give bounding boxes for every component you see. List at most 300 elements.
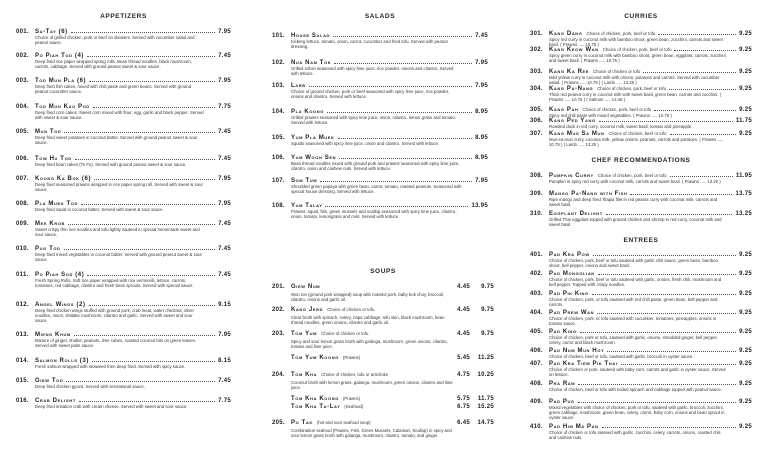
menu-item-header bbox=[272, 420, 494, 428]
item-price: 9.25 bbox=[739, 424, 752, 430]
item-description: Deep fried bean cakes (To Fu). Served with ground peanut sweet & sour sauce. bbox=[35, 162, 187, 167]
section-heading-entrees: ENTREES bbox=[623, 237, 659, 244]
item-description: Choice of grilled chicken, pork or beef on skewers. Served with cucumber salad and peanut sauce. bbox=[35, 35, 195, 46]
dotted-leader bbox=[598, 269, 736, 275]
item-number: 002. bbox=[16, 53, 29, 59]
item-price: 7.45 bbox=[218, 53, 231, 59]
item-price: 7.95 bbox=[218, 176, 231, 182]
item-number: 305. bbox=[530, 107, 543, 113]
menu-item-header bbox=[16, 199, 231, 207]
menu-item-header bbox=[272, 372, 494, 380]
item-name: Pad Mongolian bbox=[549, 271, 595, 277]
menu-item bbox=[530, 379, 752, 392]
item-description: Spicy red chili paste with mixed vegetables. ( Prawns ..... 10.75 ) bbox=[549, 113, 672, 118]
menu-item-header bbox=[272, 176, 488, 184]
item-number: 306. bbox=[530, 118, 543, 124]
dotted-leader bbox=[592, 289, 736, 295]
item-description: Won ton (ground pork wrapped) soup with roasted pork, baby bok choy, broccoli, cilantro, onions and garlic oil. bbox=[291, 292, 445, 303]
item-name: Pad Pik King bbox=[549, 291, 589, 297]
item-price: 9.25 bbox=[739, 361, 752, 367]
item-number: 301. bbox=[530, 31, 543, 37]
dotted-leader bbox=[66, 376, 215, 382]
menu-item-header bbox=[272, 107, 488, 115]
item-name: Pad Him Ma Pan bbox=[549, 424, 599, 430]
item-name: Kang Dang bbox=[549, 31, 583, 37]
item-name: Kang Jerd bbox=[291, 307, 324, 313]
menu-item bbox=[16, 102, 231, 120]
menu-item-header bbox=[272, 331, 494, 339]
item-number: 016. bbox=[16, 398, 29, 404]
item-price-large: 9.75 bbox=[481, 331, 494, 337]
item-name: Koong Ka Bok (6) bbox=[35, 176, 92, 182]
item-price: 11.95 bbox=[735, 173, 752, 179]
menu-item bbox=[272, 153, 488, 171]
item-name: Mun Tod bbox=[35, 129, 62, 135]
item-description: Choice of chicken, pork, beef or tofu sauteed with garlic chili sauce, green bean, bamboo shoot, bell pepper, onions and sweet basil. bbox=[549, 258, 718, 269]
menu-item-header bbox=[530, 45, 752, 53]
item-price: 9.25 bbox=[739, 47, 752, 53]
dotted-leader bbox=[643, 67, 736, 73]
menu-item bbox=[16, 127, 231, 145]
item-price-large: 11.75 bbox=[477, 396, 494, 402]
menu-item bbox=[16, 270, 231, 288]
item-description: Spicy red curry in coconut milk with bamboo shoot, green bean, zucchini, carrots and sweet basil. ( Prawns ..... 10.75 ) bbox=[549, 37, 723, 48]
item-number: 403. bbox=[530, 291, 543, 297]
item-price: 7.45 bbox=[475, 33, 488, 39]
item-description: Mild yellow curry in coconut milk with onions, potatoes and carrots. Served with cucumber salad. ( Prawns ..... 10.75 ) ( Lamb ..... 13.25 ) bbox=[549, 75, 720, 86]
item-note: (hot and sour seafood soup) bbox=[316, 420, 371, 425]
item-number: 001. bbox=[16, 29, 29, 35]
item-number: 201. bbox=[272, 284, 285, 290]
dotted-leader bbox=[333, 31, 472, 37]
menu-item-header bbox=[272, 153, 488, 161]
item-note: Choice of chicken or tofu bbox=[327, 307, 375, 312]
item-description: Choice of chicken, pork, beef or tofu sauteed with garlic, onions, fresh chili, mushroom and bell pepper. Topped with crispy noodles. bbox=[549, 277, 722, 288]
item-price-large: 9.75 bbox=[481, 284, 494, 290]
item-name: Sa-Tay (6) bbox=[35, 29, 68, 35]
menu-item bbox=[272, 31, 488, 49]
menu-item-header bbox=[530, 67, 752, 75]
menu-item-header bbox=[272, 404, 494, 412]
item-price: 13.25 bbox=[735, 211, 752, 217]
dotted-leader bbox=[64, 127, 215, 133]
item-description: Deep fried mixed vegetables in coconut batter. Served with ground peanut sweet & sour sauce. bbox=[35, 252, 202, 263]
item-number: 203. bbox=[272, 331, 285, 337]
dotted-leader bbox=[621, 359, 737, 365]
dotted-leader bbox=[64, 244, 216, 250]
item-number: 010. bbox=[16, 246, 29, 252]
dotted-leader bbox=[669, 84, 736, 90]
menu-item bbox=[272, 420, 494, 438]
menu-item bbox=[16, 51, 231, 69]
dotted-leader bbox=[325, 201, 468, 207]
menu-item-header bbox=[272, 307, 494, 315]
item-description: Choice of chicken, beef or tofu with boiled spinach and cabbage topped with peanut sauce. bbox=[549, 387, 722, 392]
item-name: Mee Krob bbox=[35, 221, 66, 227]
item-price: 7.95 bbox=[475, 83, 488, 89]
item-number: 410. bbox=[530, 424, 543, 430]
menu-item-header bbox=[16, 27, 231, 35]
item-description: Mixed vegetables with choice of chicken, pork or tofu, sauteed with garlic, broccoli, zucchini, green cabbage, mushroom, green bean, celery, carrot, baby corn, onions and bean sprout in oyster sauce. bbox=[549, 405, 725, 421]
item-number: 101. bbox=[272, 33, 285, 39]
item-name: Mango Pa-Nang with Fish bbox=[549, 191, 628, 197]
item-price: 9.25 bbox=[739, 348, 752, 354]
item-number: 402. bbox=[530, 271, 543, 277]
item-price: 9.25 bbox=[739, 252, 752, 258]
item-description: Spicy green curry in coconut milk with bamboo shoot, green bean, eggplant, carrots, zucchini and sweet basil. ( Prawns ..... 10.75 ) bbox=[549, 53, 726, 64]
item-name: Giew Tod bbox=[35, 378, 64, 384]
item-price: 7.95 bbox=[475, 178, 488, 184]
menu-item-header bbox=[16, 300, 231, 308]
item-name: Po Tak bbox=[291, 420, 313, 426]
item-name: Pad Kra Pow bbox=[549, 252, 590, 258]
item-name: Pad King bbox=[549, 329, 577, 335]
menu-item-header bbox=[16, 127, 231, 135]
item-description: Fresh Spring Rolls. Soft rice paper wrapped with rice vermicelli, lettuce, carrots, tomatoes, red cabbage, cilantro and fresh bean sprouts. Served with special sauce. bbox=[35, 278, 194, 289]
menu-item bbox=[272, 58, 488, 76]
section-heading-salads: SALADS bbox=[364, 13, 396, 20]
item-description: Deep fried sweet potatoes in coconut batter. Served with ground peanut sweet & sour sauce. bbox=[35, 135, 198, 146]
menu-item bbox=[16, 396, 231, 409]
dotted-leader bbox=[578, 397, 736, 403]
item-description: Squids seasoned with spicy lime juice, onion and cilantro. Served with lettuce. bbox=[291, 141, 440, 146]
item-price-large: 14.75 bbox=[477, 420, 494, 426]
item-price: 4.45 bbox=[457, 307, 470, 313]
menu-item-header bbox=[16, 270, 231, 278]
item-description: Clear broth with spinach, celery, napa cabbage, tofu skin, black mushroom, bean thread noodles, green onions, cilantro and garlic oil. bbox=[291, 315, 445, 326]
menu-item bbox=[530, 189, 752, 207]
dotted-leader bbox=[93, 102, 215, 108]
item-name: Kang Keow Wan bbox=[549, 47, 599, 53]
item-description: Grilled prawns seasoned with spicy lime juice, onion, cilantro, lemon grass and tomato. Served with lettuce. bbox=[291, 115, 457, 126]
item-price: 9.25 bbox=[739, 381, 752, 387]
dotted-leader bbox=[338, 133, 473, 139]
dotted-leader bbox=[654, 105, 736, 111]
item-description: Choice of chicken, pork or tofu, sauteed with garlic, onions, shredded ginger, bell pepper, celery, carrot and black mushroom. bbox=[549, 335, 718, 346]
menu-item-header bbox=[530, 269, 752, 277]
item-description: Shredded green papaya with green bean, carrot, tomato, roasted peanuts. Seasoned with special house dressing. Served with lettuce. bbox=[291, 184, 462, 195]
item-number: 401. bbox=[530, 252, 543, 258]
item-name: Tod Mun Kao Pod bbox=[35, 104, 90, 110]
menu-item-header bbox=[272, 133, 488, 141]
item-description: Coconut broth with lemon grass, galanga, mushroom, green onions, cilantro and lime juice. bbox=[291, 380, 453, 391]
item-name: Po Piah Sod (4) bbox=[35, 272, 85, 278]
menu-item bbox=[530, 327, 752, 345]
menu-item-header bbox=[530, 189, 752, 197]
dotted-leader bbox=[327, 107, 472, 113]
dotted-leader bbox=[593, 250, 736, 256]
menu-item-header bbox=[272, 396, 494, 404]
item-price: 9.25 bbox=[739, 131, 752, 137]
item-description: Deep fried chicken gyoza. Served with sensational sauce. bbox=[35, 384, 145, 389]
item-price: 7.95 bbox=[218, 332, 231, 338]
item-price: 8.95 bbox=[475, 155, 488, 161]
item-note: (Seafood) bbox=[344, 404, 364, 409]
dotted-leader bbox=[578, 379, 736, 385]
menu-item-header bbox=[530, 346, 752, 354]
item-price: 9.25 bbox=[739, 329, 752, 335]
item-description: Mus-sa-mun curry, coconut milk, yellow onions, peanuts, carrots and potatoes. ( Prawns ..... 10.75 ) ( Lamb ..... 13.25 ) bbox=[549, 137, 724, 148]
item-note: Choice of chicken, pork, beef or tofu bbox=[597, 173, 667, 178]
item-price: 9.25 bbox=[739, 31, 752, 37]
menu-item-header bbox=[272, 81, 488, 89]
menu-item bbox=[16, 330, 231, 348]
dotted-leader bbox=[92, 356, 215, 362]
item-name: Pad Pug bbox=[549, 399, 575, 405]
menu-item bbox=[530, 84, 752, 102]
dotted-leader bbox=[334, 58, 472, 64]
menu-item bbox=[272, 176, 488, 194]
menu-item bbox=[272, 107, 488, 125]
section-heading-appetizers: APPETIZERS bbox=[100, 13, 147, 20]
item-number: 012. bbox=[16, 302, 29, 308]
item-name: Mieng Khum bbox=[35, 332, 71, 338]
item-description: Iceberg lettuce, tomato, onion, carrot, cucumber and fried tofu. Served with peanut dressing. bbox=[291, 39, 448, 50]
item-number: 310. bbox=[530, 211, 543, 217]
item-price: 7.45 bbox=[218, 378, 231, 384]
dotted-leader bbox=[71, 27, 215, 33]
menu-item-header bbox=[530, 327, 752, 335]
item-price: 8.15 bbox=[218, 358, 231, 364]
menu-item-header bbox=[530, 116, 752, 124]
item-name: Giew Num bbox=[291, 284, 321, 290]
dotted-leader bbox=[670, 129, 737, 135]
item-price: 7.75 bbox=[218, 104, 231, 110]
item-name: Tom Kha Ta-Lay bbox=[291, 404, 341, 410]
item-price: 6.45 bbox=[457, 420, 470, 426]
menu-item-header bbox=[530, 422, 752, 430]
menu-item-header bbox=[530, 359, 752, 367]
menu-item-header bbox=[272, 31, 488, 39]
dotted-leader bbox=[674, 45, 736, 51]
item-price: 4.45 bbox=[457, 284, 470, 290]
item-description: Deep fried corn cakes. Sweet corn mixed with flour, egg, garlic and black pepper. Served with sweet & sour sauce. bbox=[35, 110, 204, 121]
item-description: Choice of chicken, pork, or tofu sauteed with cucumber, tomatoes, pineapples, onions in tomato sauce. bbox=[549, 316, 717, 327]
menu-item bbox=[530, 67, 752, 85]
menu-item bbox=[16, 174, 231, 192]
item-number: 007. bbox=[16, 176, 29, 182]
item-name: House Salad bbox=[291, 33, 331, 39]
menu-item-header bbox=[530, 209, 752, 217]
item-price: 7.95 bbox=[475, 60, 488, 66]
dotted-leader bbox=[670, 171, 733, 177]
item-name: Eggplant Delight bbox=[549, 211, 603, 217]
menu-item bbox=[16, 376, 231, 389]
item-name: Po Piah Tod (4) bbox=[35, 53, 85, 59]
item-name: Kang Pah bbox=[549, 107, 579, 113]
item-price: 9.25 bbox=[739, 86, 752, 92]
item-number: 003. bbox=[16, 78, 29, 84]
menu-item bbox=[16, 300, 231, 324]
item-number: 309. bbox=[530, 191, 543, 197]
item-price: 9.15 bbox=[218, 302, 231, 308]
menu-item-header bbox=[530, 250, 752, 258]
menu-item-header bbox=[16, 76, 231, 84]
menu-item bbox=[16, 219, 231, 237]
item-description: Grilled Thai eggplant topped with ground chicken and shrimp in red curry, coconut milk and sweet basil. bbox=[549, 217, 722, 228]
item-note: Choice of chicken or tofu bbox=[321, 331, 369, 336]
menu-item-header bbox=[16, 330, 231, 338]
menu-item bbox=[272, 307, 494, 325]
item-name: Pla Koong bbox=[291, 109, 324, 115]
menu-item bbox=[530, 116, 752, 129]
menu-item-header bbox=[16, 356, 231, 364]
item-number: 015. bbox=[16, 378, 29, 384]
item-note: Choice of chicken, tofu or artichoke bbox=[321, 372, 389, 377]
item-number: 408. bbox=[530, 381, 543, 387]
item-number: 205. bbox=[272, 420, 285, 426]
item-price: 9.25 bbox=[739, 310, 752, 316]
dotted-leader bbox=[606, 209, 733, 215]
item-name: Tom Kha Koong bbox=[291, 396, 339, 402]
item-note: Choice of chicken, beef or tofu bbox=[608, 131, 667, 136]
item-number: 405. bbox=[530, 329, 543, 335]
item-description: Deep fried squid in coconut batter. Served with sweet & sour sauce. bbox=[35, 207, 164, 212]
menu-item bbox=[530, 250, 752, 268]
item-number: 104. bbox=[272, 109, 285, 115]
item-number: 409. bbox=[530, 399, 543, 405]
item-price: 9.25 bbox=[739, 271, 752, 277]
item-number: 005. bbox=[16, 129, 29, 135]
item-number: 106. bbox=[272, 155, 285, 161]
item-description: Deep fried fish cakes, mixed with chili paste and green beans. Served with ground peanut cucumber sauce. bbox=[35, 84, 191, 95]
item-number: 103. bbox=[272, 83, 285, 89]
item-number: 202. bbox=[272, 307, 285, 313]
menu-item-header bbox=[272, 355, 494, 363]
menu-item-header bbox=[530, 105, 752, 113]
item-note: Choice of chicken, pork, beef or tofu bbox=[586, 31, 656, 36]
item-description: Deep fried seasoned prawns wrapped in rice paper spring roll. Served with sweet & sour sauce. bbox=[35, 182, 203, 193]
item-price-large: 10.25 bbox=[477, 372, 494, 378]
item-name: Pug Tod bbox=[35, 246, 61, 252]
item-number: 102. bbox=[272, 60, 285, 66]
menu-item bbox=[272, 396, 494, 404]
item-price: 7.95 bbox=[218, 201, 231, 207]
item-name: Tom Kha bbox=[291, 372, 318, 378]
item-number: 308. bbox=[530, 173, 543, 179]
section-heading-soups: SOUPS bbox=[370, 268, 396, 275]
item-number: 107. bbox=[272, 178, 285, 184]
item-name: Salmon Rolls (3) bbox=[35, 358, 89, 364]
item-name: Tom Yum bbox=[291, 331, 318, 337]
menu-item bbox=[272, 81, 488, 99]
item-name: Tod Mun Pla (6) bbox=[35, 78, 87, 84]
menu-item-header bbox=[530, 397, 752, 405]
dotted-leader bbox=[89, 76, 215, 82]
item-number: 105. bbox=[272, 135, 285, 141]
menu-item-header bbox=[16, 51, 231, 59]
item-name: Tow Hu Tod bbox=[35, 156, 72, 162]
menu-item bbox=[16, 154, 231, 167]
dotted-leader bbox=[630, 189, 732, 195]
item-number: 008. bbox=[16, 201, 29, 207]
item-number: 006. bbox=[16, 156, 29, 162]
item-name: Pla Muek Tod bbox=[35, 201, 78, 207]
menu-item-header bbox=[16, 219, 231, 227]
item-price: 6.75 bbox=[457, 404, 470, 410]
menu-item bbox=[530, 209, 752, 227]
item-price: 5.45 bbox=[457, 355, 470, 361]
item-note: Choice of chicken, pork, beef or tofu bbox=[582, 107, 652, 112]
item-price: 13.95 bbox=[471, 203, 488, 209]
menu-item bbox=[530, 308, 752, 326]
item-price: 7.45 bbox=[218, 129, 231, 135]
item-price: 11.75 bbox=[735, 118, 752, 124]
menu-item bbox=[16, 76, 231, 94]
menu-item bbox=[530, 422, 752, 440]
item-price-large: 11.25 bbox=[477, 355, 494, 361]
item-price: 4.75 bbox=[457, 372, 470, 378]
item-name: Pad Num Mun Hoy bbox=[549, 348, 605, 354]
menu-item bbox=[530, 359, 752, 377]
item-name: Larb bbox=[291, 83, 306, 89]
item-price: 7.75 bbox=[218, 398, 231, 404]
dotted-leader bbox=[339, 153, 472, 159]
menu-item bbox=[272, 133, 488, 146]
menu-item-header bbox=[530, 29, 752, 37]
dotted-leader bbox=[89, 300, 216, 306]
dotted-leader bbox=[94, 174, 215, 180]
dotted-leader bbox=[75, 154, 215, 160]
dotted-leader bbox=[87, 51, 215, 57]
menu-item-header bbox=[16, 244, 231, 252]
dotted-leader bbox=[658, 29, 736, 35]
menu-item-header bbox=[272, 58, 488, 66]
item-price: 13.75 bbox=[735, 191, 752, 197]
item-description: Choice of chicken or pork, sauteed with baby corn, carrots and garlic in oyster sauce. Served on lettuce. bbox=[549, 367, 726, 378]
menu-item bbox=[16, 356, 231, 369]
item-name: Pumpkin Curry bbox=[549, 173, 594, 179]
dotted-leader bbox=[607, 346, 736, 352]
dotted-leader bbox=[309, 81, 472, 87]
item-number: 004. bbox=[16, 104, 29, 110]
menu-item-header bbox=[16, 174, 231, 182]
menu-item bbox=[530, 269, 752, 287]
menu-item-header bbox=[530, 308, 752, 316]
dotted-leader bbox=[81, 199, 215, 205]
item-price: 4.45 bbox=[457, 331, 470, 337]
item-price: 8.95 bbox=[475, 109, 488, 115]
menu-item-header bbox=[530, 129, 752, 137]
item-number: 304. bbox=[530, 86, 543, 92]
item-price: 7.45 bbox=[218, 156, 231, 162]
item-name: Pra Ram bbox=[549, 381, 576, 387]
item-number: 307. bbox=[530, 131, 543, 137]
menu-item-header bbox=[530, 84, 752, 92]
menu-item-header bbox=[16, 376, 231, 384]
dotted-leader bbox=[68, 219, 215, 225]
menu-item-header bbox=[16, 102, 231, 110]
item-price: 9.25 bbox=[739, 291, 752, 297]
item-name: Kang Ped Yang bbox=[549, 118, 596, 124]
item-note: (Prawns) bbox=[342, 355, 361, 360]
menu-item bbox=[530, 129, 752, 147]
menu-item bbox=[272, 372, 494, 390]
item-price: 8.95 bbox=[475, 135, 488, 141]
item-note: Choice of chicken or tofu bbox=[593, 69, 641, 74]
item-note: Choice of chicken, pork, beef or tofu bbox=[597, 86, 666, 91]
item-number: 302. bbox=[530, 47, 543, 53]
item-number: 014. bbox=[16, 358, 29, 364]
item-description: Mixture of ginger, shallot, peanuts, lime cubes, roasted coconut bits on green leaves. Served with sweet palm sauce. bbox=[35, 338, 196, 349]
item-price: 5.75 bbox=[457, 396, 470, 402]
item-description: Roasted duck in red curry, coconut milk, sweet basil, tomato and pineapple. bbox=[549, 124, 693, 129]
item-price: 9.25 bbox=[739, 107, 752, 113]
item-note: Choice of chicken, pork, beef or tofu bbox=[602, 47, 672, 52]
item-number: 407. bbox=[530, 361, 543, 367]
menu-item bbox=[272, 355, 494, 363]
item-name: Nua Nam Tok bbox=[291, 60, 332, 66]
